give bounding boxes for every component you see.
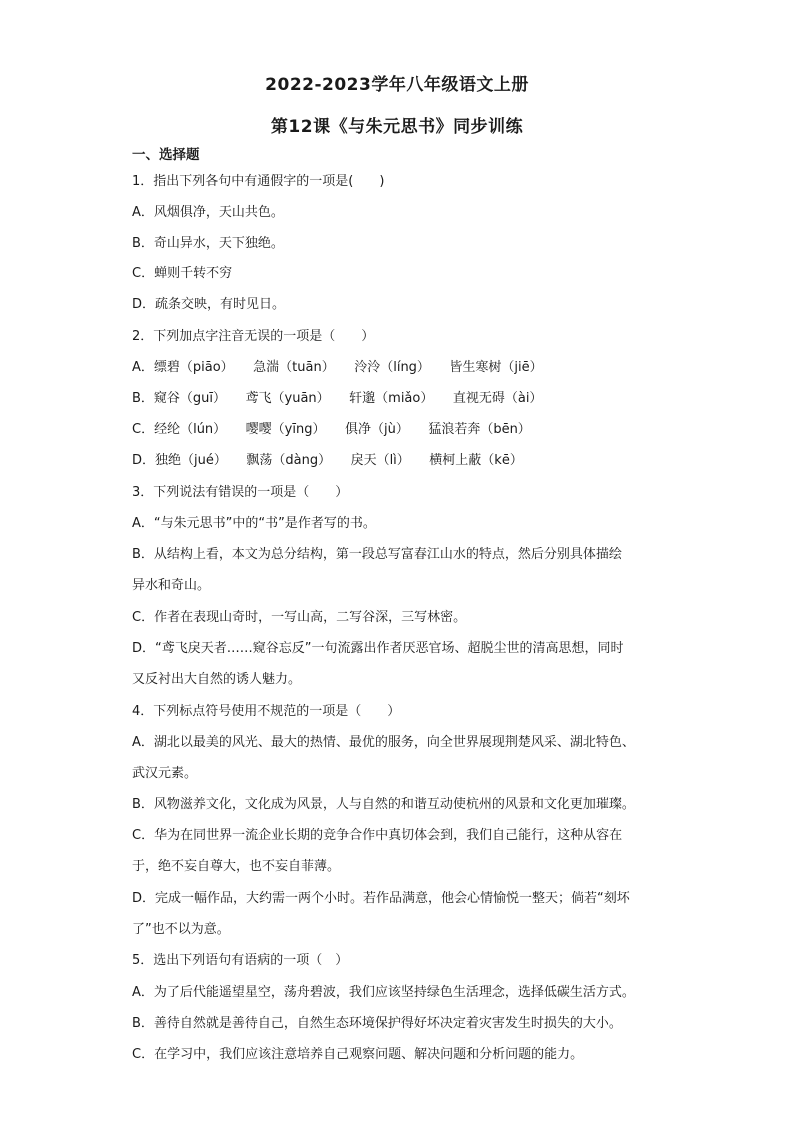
question-3-option-b-cont: 异水和奇山。 — [132, 578, 211, 593]
question-2-option-c: C．经纶（lún） 嘤嘤（yīng） 俱净（jù） 猛浪若奔（bēn） — [132, 422, 531, 437]
question-1-option-a: A．风烟俱净，天山共色。 — [132, 205, 284, 220]
question-3-stem: 3．下列说法有错误的一项是（ ） — [132, 485, 349, 500]
question-3-option-d: D．“鸢飞戾天者……窥谷忘反”一句流露出作者厌恶官场、超脱尘世的清高思想，同时 — [132, 641, 624, 656]
question-2-stem: 2．下列加点字注音无误的一项是（ ） — [132, 329, 375, 344]
question-4-option-a-cont: 武汉元素。 — [132, 766, 198, 781]
question-4-option-b: B．风物滋养文化，文化成为风景，人与自然的和谐互动使杭州的风景和文化更加璀璨。 — [132, 797, 635, 812]
question-4-option-d-cont: 了”也不以为意。 — [132, 922, 230, 937]
question-4-option-c-cont: 于，绝不妄自尊大，也不妄自菲薄。 — [132, 859, 341, 874]
question-4-stem: 4．下列标点符号使用不规范的一项是（ ） — [132, 704, 401, 719]
question-4-option-d: D．完成一幅作品，大约需一两个小时。若作品满意，他会心情愉悦一整天；倘若“刻坏 — [132, 891, 630, 906]
question-1-stem: 1．指出下列各句中有通假字的一项是( ) — [132, 174, 385, 189]
question-1-option-c: C．蝉则千转不穷 — [132, 266, 233, 281]
question-5-stem: 5．选出下列语句有语病的一项（ ） — [132, 953, 349, 968]
question-2-option-b: B．窥谷（guī） 鸢飞（yuān） 轩邈（miǎo） 直视无碍（ài） — [132, 391, 543, 406]
question-5-option-c: C．在学习中，我们应该注意培养自己观察问题、解决问题和分析问题的能力。 — [132, 1047, 584, 1062]
question-5-option-a: A．为了后代能遥望星空，荡舟碧波，我们应该坚持绿色生活理念，选择低碳生活方式。 — [132, 985, 635, 1000]
question-3-option-b: B．从结构上看，本文为总分结构，第一段总写富春江山水的特点，然后分别具体描绘 — [132, 547, 622, 562]
question-4-option-a: A．湖北以最美的风光、最大的热情、最优的服务，向全世界展现荆楚风采、湖北特色、 — [132, 735, 635, 750]
question-2-option-a: A．缥碧（piāo） 急湍（tuān） 泠泠（líng） 皆生寒树（jiē） — [132, 360, 543, 375]
question-4-option-c: C．华为在同世界一流企业长期的竞争合作中真切体会到，我们自己能行，这种从容在 — [132, 828, 623, 843]
question-3-option-c: C．作者在表现山奇时，一写山高，二写谷深，三写林密。 — [132, 610, 467, 625]
question-1-option-d: D．疏条交映，有时见日。 — [132, 297, 286, 312]
question-3-option-d-cont: 又反衬出大自然的诱人魅力。 — [132, 672, 302, 687]
document-title: 2022-2023学年八年级语文上册 — [265, 75, 529, 95]
document-subtitle: 第12课《与朱元思书》同步训练 — [270, 117, 524, 137]
question-1-option-b: B．奇山异水，天下独绝。 — [132, 236, 284, 251]
section-heading: 一、选择题 — [132, 147, 200, 163]
question-5-option-b: B．善待自然就是善待自己，自然生态环境保护得好坏决定着灾害发生时损失的大小。 — [132, 1016, 622, 1031]
question-3-option-a: A．“与朱元思书”中的“书”是作者写的书。 — [132, 516, 376, 531]
question-2-option-d: D．独绝（jué） 飘荡（dàng） 戾天（lì） 横柯上蔽（kē） — [132, 453, 523, 468]
